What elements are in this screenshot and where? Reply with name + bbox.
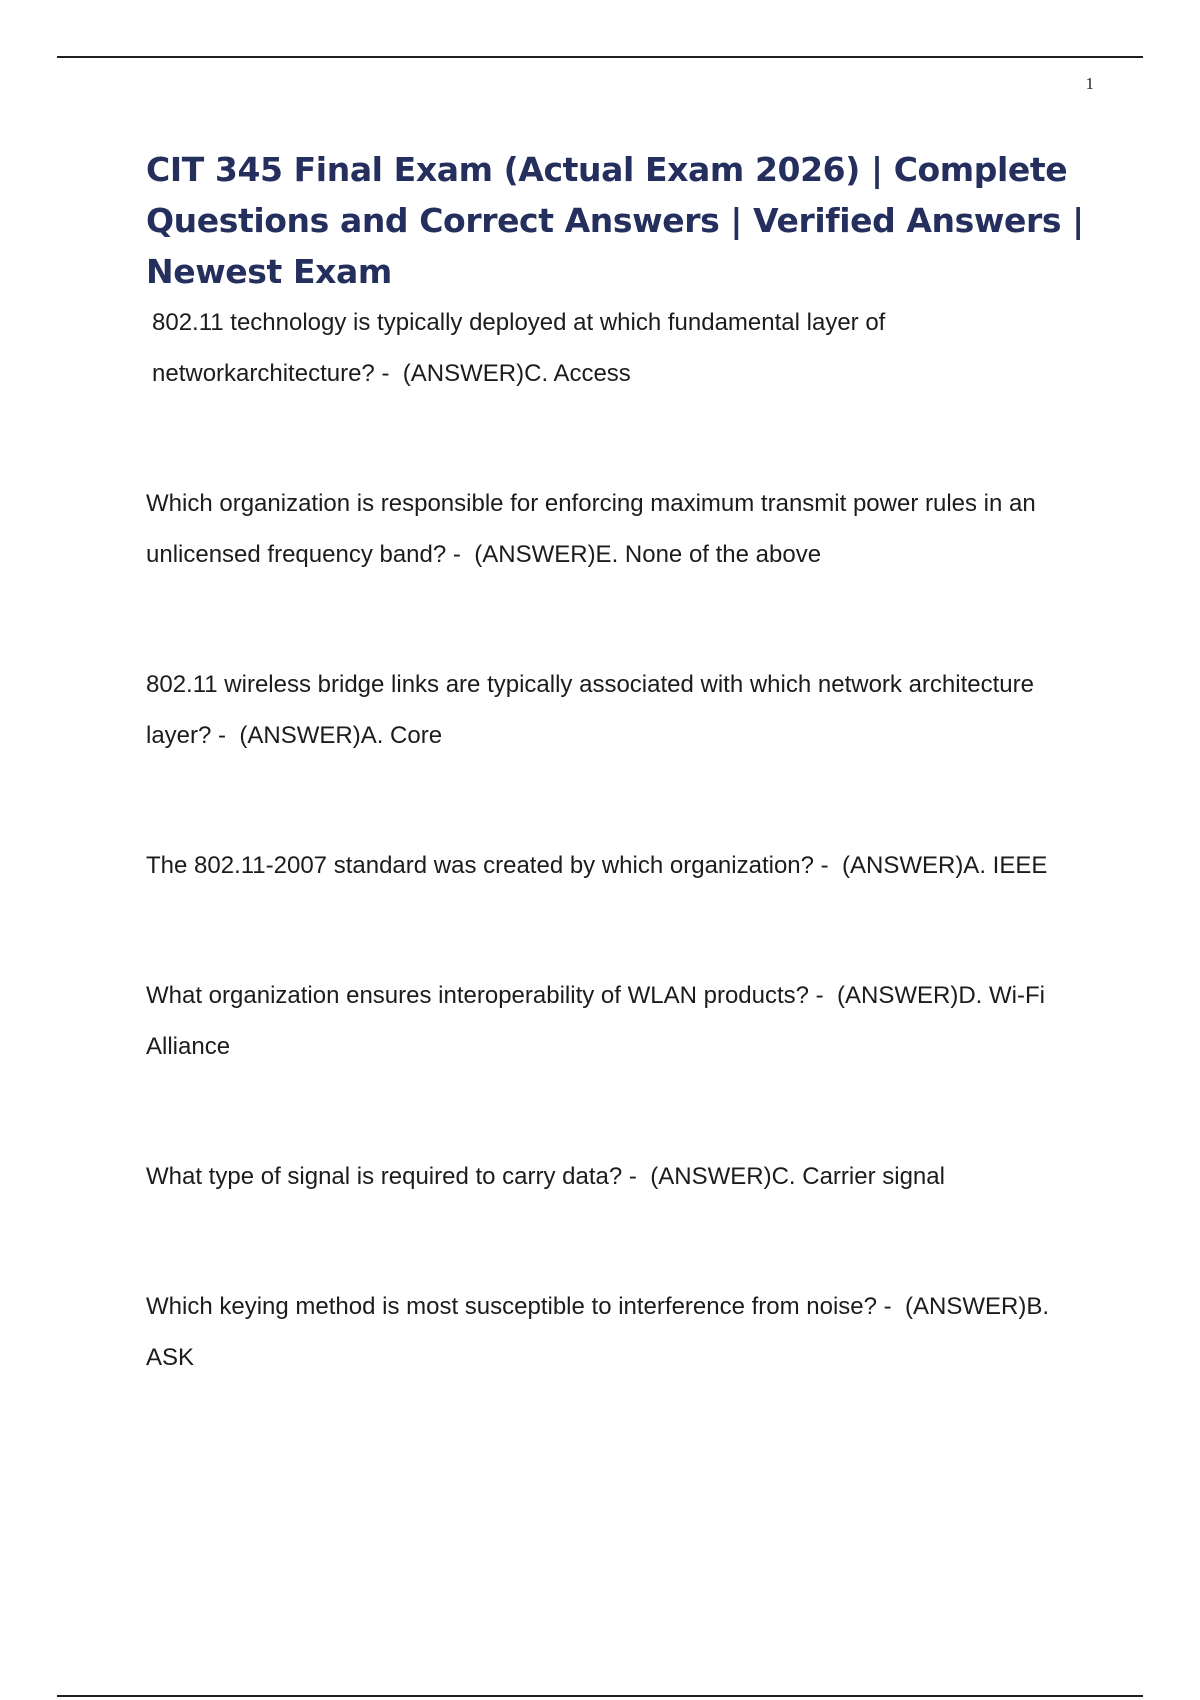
qa-item (146, 297, 1096, 399)
question-text: Which organization is responsible for enforcing maximum transmit power rules in an unlicensed frequency band? - (146, 490, 1036, 568)
question-text: Which keying method is most susceptible to interference from noise? - (146, 1293, 892, 1320)
document-body (146, 144, 1096, 1383)
answer-text: (ANSWER)C. Carrier signal (650, 1163, 945, 1190)
document-title: CIT 345 Final Exam (Actual Exam 2026) | Complete Questions and Correct Answers | Verified Answers | Newest Exam (146, 150, 1084, 291)
qa-item (146, 478, 1096, 580)
question-text: 802.11 wireless bridge links are typically associated with which network architecture layer? - (146, 671, 1034, 749)
answer-text: (ANSWER)A. IEEE (841, 852, 1048, 879)
answer-text: (ANSWER)A. Core (239, 722, 443, 749)
answer-text: (ANSWER)C. Access (402, 360, 631, 387)
qa-item (146, 659, 1096, 761)
qa-item (146, 840, 1096, 891)
question-text: What organization ensures interoperability of WLAN products? - (146, 982, 824, 1009)
question-text: The 802.11-2007 standard was created by which organization? - (146, 852, 829, 879)
qa-list (146, 297, 1096, 1383)
header-rule (57, 56, 1143, 58)
qa-item (146, 1151, 1096, 1202)
qa-item (146, 1281, 1096, 1383)
question-text: What type of signal is required to carry data? - (146, 1163, 637, 1190)
qa-item (146, 970, 1096, 1072)
answer-text: (ANSWER)D. Wi-Fi Alliance (146, 982, 1045, 1060)
answer-text: (ANSWER)E. None of the above (474, 541, 822, 568)
answer-text: (ANSWER)B. ASK (146, 1293, 1050, 1371)
question-text: 802.11 technology is typically deployed at which fundamental layer of networkarchitecture? - (152, 309, 886, 387)
page-number: 1 (1085, 74, 1094, 93)
footer-rule (57, 1695, 1143, 1697)
